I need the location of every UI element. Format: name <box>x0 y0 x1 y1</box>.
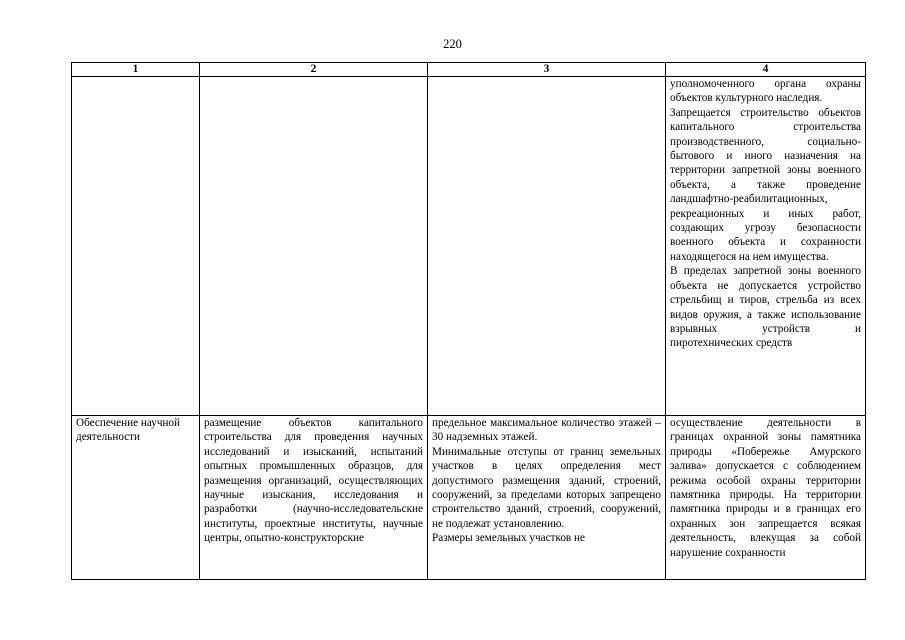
land-use-type: Обеспечение научной деятельности <box>76 417 181 444</box>
cell-science-col2 <box>200 416 428 580</box>
table-row-science <box>72 416 866 580</box>
restriction-paragraph-science: осуществление деятельности в границах охранной зоны памятника природы «Побережье Амурского залива» допускается с соблюдением режима особой охраны территории памятника природы. На территории памятника природы и в границах его охранных зон запрещается всякая деятельность, влекущая за собой нарушение сохранности <box>670 417 861 559</box>
restriction-paragraph-3: В пределах запретной зоны военного объекта не допускается устройство стрельбищ и тиров, стрельба из всех видов оружия, а также использование взрывных устройств и пиротехнических средств <box>670 265 861 350</box>
land-use-description: размещение объектов капитального строительства для проведения научных исследований и изысканий, испытаний опытных промышленных образцов, для размещения организаций, осуществляющих научные изыскания, исследования и разработки (научно-исследовательские институты, проектные институты, научные центры, опытно-конструкторские <box>204 417 423 545</box>
parameter-paragraph-2: Минимальные отступы от границ земельных участков в целях определения мест допустимого размещения зданий, строений, сооружений, за пределами которых запрещено строительство зданий, строений, сооружений, не подлежат установлению. <box>432 445 661 530</box>
column-header-3: 3 <box>428 63 666 77</box>
table-header-row <box>72 63 866 77</box>
restriction-paragraph-1: уполномоченного органа охраны объектов культурного наследия. <box>670 78 861 105</box>
column-header-2: 2 <box>200 63 428 77</box>
page-number: 220 <box>443 37 462 51</box>
cell-science-col3 <box>428 416 666 580</box>
cell-continued-col2 <box>200 77 428 416</box>
regulation-table <box>71 62 866 580</box>
cell-science-col4 <box>666 416 866 580</box>
column-header-4: 4 <box>666 63 866 77</box>
column-header-1: 1 <box>72 63 200 77</box>
cell-continued-col1 <box>72 77 200 416</box>
parameter-paragraph-3: Размеры земельных участков не <box>432 532 585 545</box>
parameter-paragraph-1: предельное максимальное количество этажей – 30 надземных этажей. <box>432 417 661 444</box>
cell-science-col1 <box>72 416 200 580</box>
cell-continued-col3 <box>428 77 666 416</box>
restriction-paragraph-2: Запрещается строительство объектов капитального строительства производственного, социально-бытового и иного назначения на территории запретной зоны военного объекта, а также проведение ландшафтно-реабилитационных, рекреационных и иных работ, создающих угрозу безопасности военного объекта и сохранности находящегося на нем имущества. <box>670 106 861 263</box>
cell-continued-col4 <box>666 77 866 416</box>
table-row-continued <box>72 77 866 416</box>
